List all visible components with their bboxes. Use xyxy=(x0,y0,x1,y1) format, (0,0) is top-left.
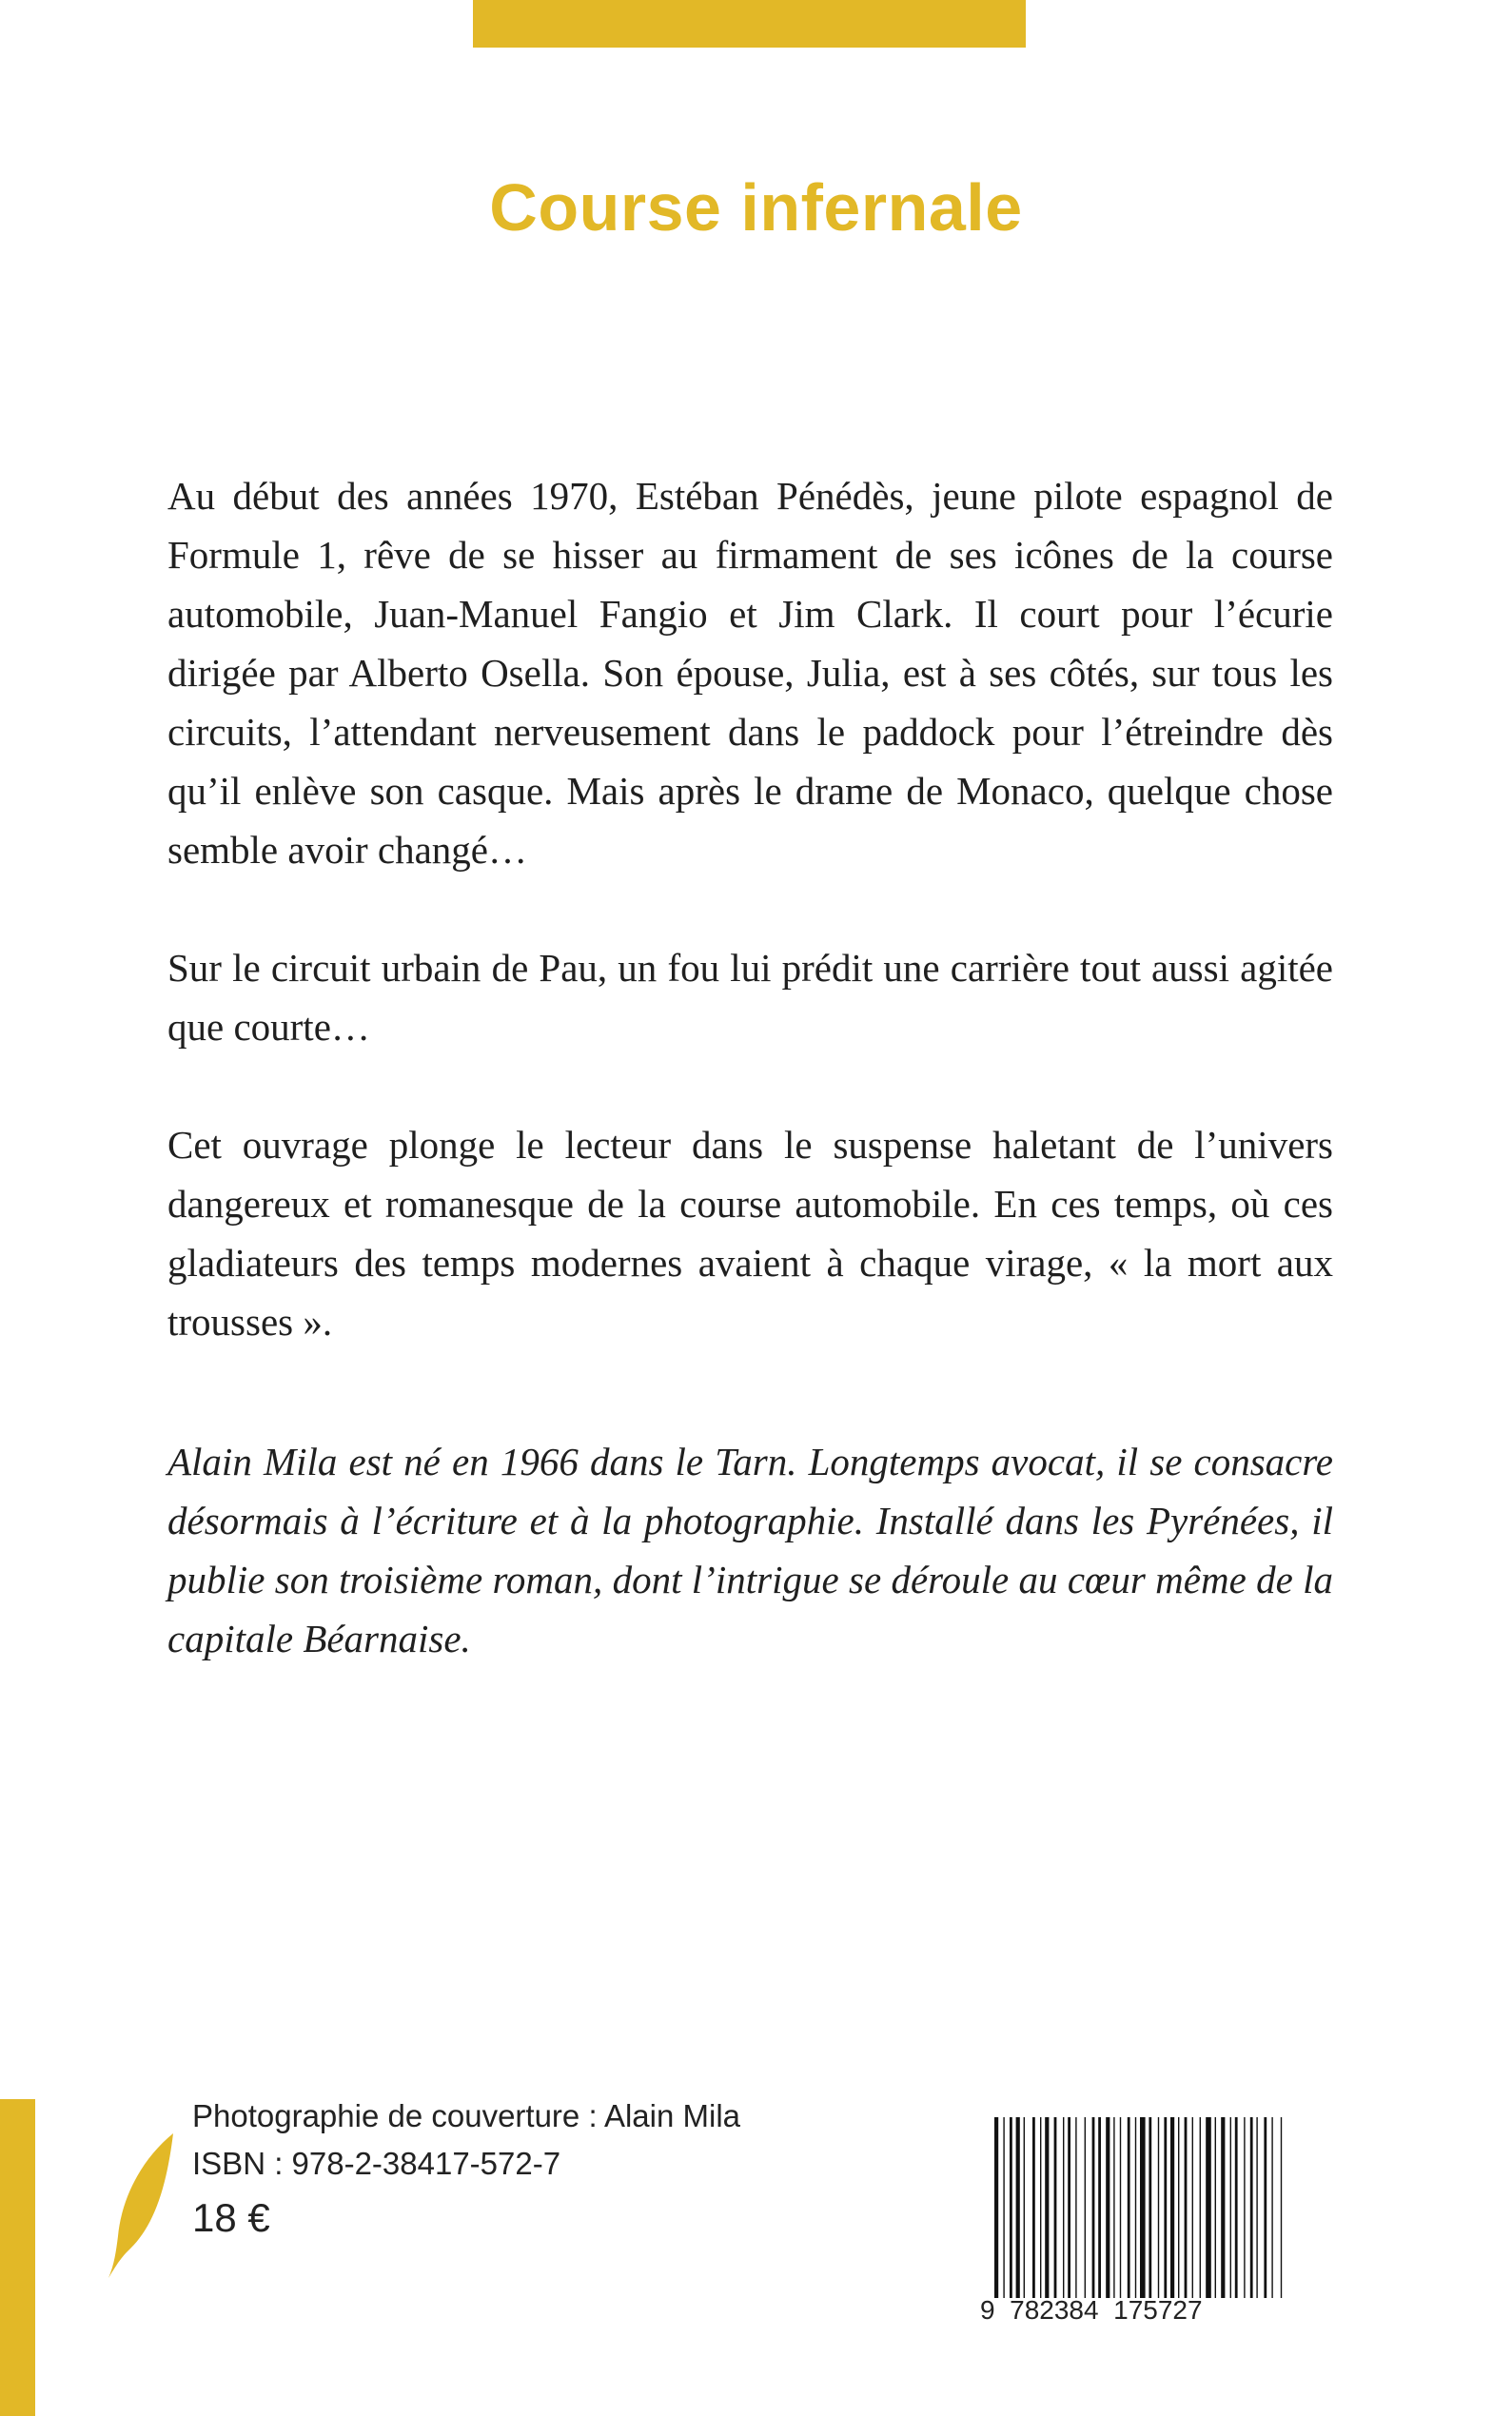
left-accent-bar xyxy=(0,2099,35,2416)
barcode xyxy=(992,2117,1337,2298)
author-bio: Alain Mila est né en 1966 dans le Tarn. Longtemps avocat, il se consacre désormais à l’écriture et à la photographie. Installé dans les Pyrénées, il publie son troisième roman, dont l’intrigue se déroule au cœur même de la capitale Béarnaise. xyxy=(167,1440,1333,1660)
synopsis-paragraph-1: Au début des années 1970, Estéban Pénédès, jeune pilote espagnol de Formule 1, rêve de se hisser au firmament de ses icônes de la course automobile, Juan-Manuel Fangio et Jim Clark. Il court pour l’écurie dirigée par Alberto Osella. Son épouse, Julia, est à ses côtés, sur tous les circuits, l’attendant nerveusement dans le paddock pour l’étreindre dès qu’il enlève son casque. Mais après le drame de Monaco, quelque chose semble avoir changé… xyxy=(167,474,1333,872)
feather-icon xyxy=(105,2130,181,2282)
synopsis-paragraph-3: Cet ouvrage plonge le lecteur dans le suspense haletant de l’univers dangereux et romanesque de la course automobile. En ces temps, où ces gladiateurs des temps modernes avaient à chaque virage, « la mort aux trousses ». xyxy=(167,1123,1333,1344)
isbn-text: ISBN : 978-2-38417-572-7 xyxy=(192,2146,561,2181)
synopsis-paragraph-2: Sur le circuit urbain de Pau, un fou lui prédit une carrière tout aussi agitée que courte… xyxy=(167,946,1333,1049)
barcode-number: 9 782384 175727 xyxy=(980,2295,1203,2325)
credits-block xyxy=(192,2092,740,2245)
top-accent-bar xyxy=(473,0,1026,48)
price-text: 18 € xyxy=(192,2195,270,2240)
photo-credit: Photographie de couverture : Alain Mila xyxy=(192,2098,741,2133)
book-title: Course infernale xyxy=(489,170,1023,245)
synopsis xyxy=(167,466,1333,1410)
